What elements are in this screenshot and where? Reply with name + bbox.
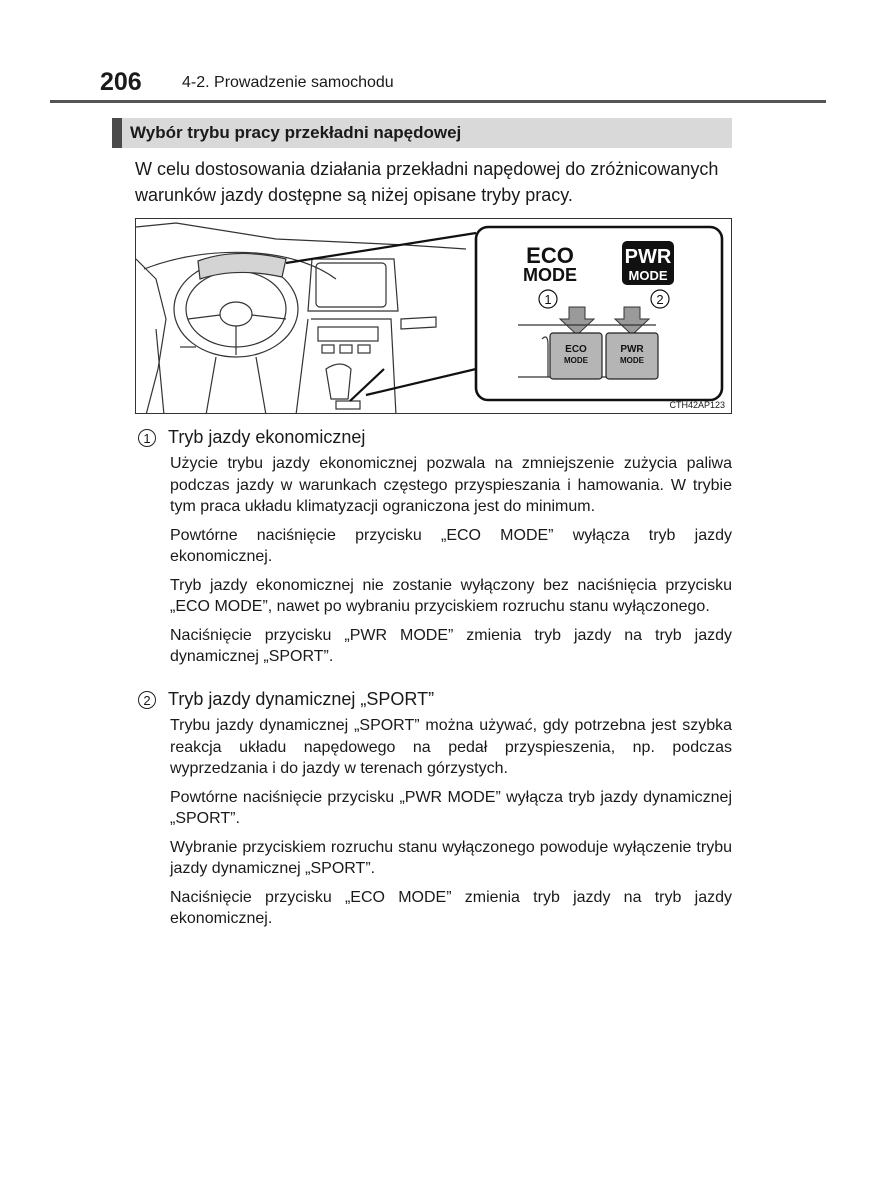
item-title: Tryb jazdy dynamicznej „SPORT” bbox=[168, 689, 435, 709]
item-number-badge: 2 bbox=[138, 691, 156, 709]
item-heading bbox=[138, 689, 738, 715]
item-number-badge: 1 bbox=[138, 429, 156, 447]
item-paragraph: Powtórne naciśnięcie przycisku „PWR MODE” wyłącza tryb jazdy dynamicznej „SPORT”. bbox=[170, 788, 732, 827]
mode-item-sport bbox=[138, 689, 738, 937]
header-divider bbox=[50, 100, 826, 103]
eco-label-line2: MODE bbox=[523, 265, 577, 285]
item-paragraph: Naciśnięcie przycisku „PWR MODE” zmienia tryb jazdy na tryb jazdy dynamicznej „SPORT”. bbox=[170, 626, 732, 665]
item-paragraph: Naciśnięcie przycisku „ECO MODE” zmienia tryb jazdy na tryb jazdy ekonomicznej. bbox=[170, 888, 732, 927]
item-title: Tryb jazdy ekonomicznej bbox=[168, 427, 366, 447]
pwr-label-line1: PWR bbox=[624, 246, 672, 268]
eco-button-line1: ECO bbox=[565, 344, 587, 355]
dashboard-illustration bbox=[136, 219, 732, 414]
pwr-button-line1: PWR bbox=[620, 344, 644, 355]
item-heading bbox=[138, 427, 738, 453]
page-number: 206 bbox=[100, 68, 142, 96]
eco-label-line1: ECO bbox=[526, 243, 574, 268]
item-paragraph: Użycie trybu jazdy ekonomicznej pozwala na zmniejszenie zużycia paliwa podczas jazdy w warunkach częstego przyspieszania i hamowania. W trybie tym praca układu klimatyzacji ograniczona jest do minimum. bbox=[170, 455, 732, 515]
pwr-button-line2: MODE bbox=[620, 356, 644, 365]
dashboard-figure bbox=[135, 218, 732, 414]
section-heading bbox=[112, 118, 732, 148]
section-heading-accent bbox=[112, 118, 122, 148]
page-header bbox=[100, 68, 826, 98]
item-paragraph: Powtórne naciśnięcie przycisku „ECO MODE” wyłącza tryb jazdy ekonomicznej. bbox=[170, 526, 732, 565]
figure-code: CTH42AP123 bbox=[669, 400, 725, 410]
marker-1-label: 1 bbox=[544, 292, 552, 307]
pwr-label-line2: MODE bbox=[628, 268, 668, 283]
item-paragraph: Wybranie przyciskiem rozruchu stanu wyłączonego powoduje wyłączenie trybu jazdy dynamicznej „SPORT”. bbox=[170, 838, 732, 877]
item-paragraph: Trybu jazdy dynamicznej „SPORT” można używać, gdy potrzebna jest szybka reakcja układu napędowego na pedał przyspieszenia, np. podczas wyprzedzania i do jazdy w terenach górzystych. bbox=[170, 717, 732, 777]
item-paragraph: Tryb jazdy ekonomicznej nie zostanie wyłączony bez naciśnięcia przycisku „ECO MODE”, nawet po wybraniu przyciskiem rozruchu stanu wyłączonego. bbox=[170, 576, 732, 615]
mode-item-eco bbox=[138, 427, 738, 675]
intro-text: W celu dostosowania działania przekładni napędowej do zróżnicowanych warunków jazdy dostępne są niżej opisane tryby pracy. bbox=[135, 159, 719, 205]
chapter-title: 4-2. Prowadzenie samochodu bbox=[182, 74, 394, 91]
section-title: Wybór trybu pracy przekładni napędowej bbox=[130, 123, 462, 142]
eco-button-line2: MODE bbox=[564, 356, 588, 365]
marker-2-label: 2 bbox=[656, 292, 664, 307]
